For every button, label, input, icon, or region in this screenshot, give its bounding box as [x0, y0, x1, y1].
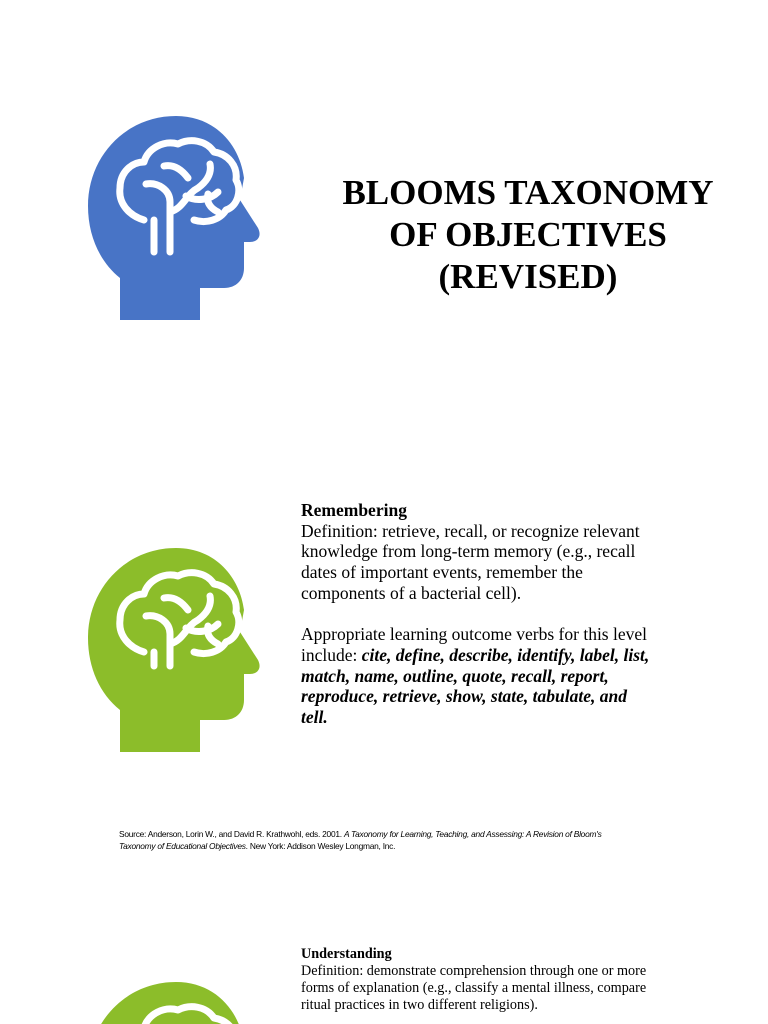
- section-heading: Understanding: [301, 946, 392, 962]
- title-line-3: (REVISED): [438, 257, 618, 296]
- page-title: [318, 172, 738, 298]
- head-silhouette: [88, 982, 260, 1024]
- source-citation: [119, 829, 639, 852]
- head-brain-icon: [88, 548, 264, 752]
- title-line-1: BLOOMS TAXONOMY: [342, 173, 714, 212]
- understanding-section: [301, 946, 651, 1014]
- verbs-paragraph: [301, 624, 651, 728]
- title-line-2: OF OBJECTIVES: [389, 215, 667, 254]
- section-heading: Remembering: [301, 500, 407, 520]
- section-definition: Definition: retrieve, recall, or recognize relevant knowledge from long-term memory (e.g., recall dates of important events, remember the components of a bacterial cell).: [301, 520, 640, 603]
- head-brain-icon: [88, 116, 264, 320]
- source-text: Source: Anderson, Lorin W., and David R. Krathwohl, eds. 2001.: [119, 829, 344, 839]
- section-definition: Definition: demonstrate comprehension through one or more forms of explanation (e.g., classify a mental illness, compare ritual practices in two different religions).: [301, 963, 647, 1013]
- remembering-section: [301, 500, 651, 728]
- source-publisher: . New York: Addison Wesley Longman, Inc.: [245, 840, 396, 851]
- head-brain-icon: [88, 982, 264, 1024]
- verbs-list: cite, define, describe, identify, label, list, match, name, outline, quote, recall, report, reproduce, retrieve, show, state, tabulate, and tell.: [301, 644, 650, 728]
- verbs-intro: Appropriate learning outcome verbs for this level include:: [301, 624, 648, 665]
- source-book-title: A Taxonomy for Learning, Teaching, and Assessing: A Revision of Bloom's Taxonomy of Educational Objectives: [119, 829, 602, 851]
